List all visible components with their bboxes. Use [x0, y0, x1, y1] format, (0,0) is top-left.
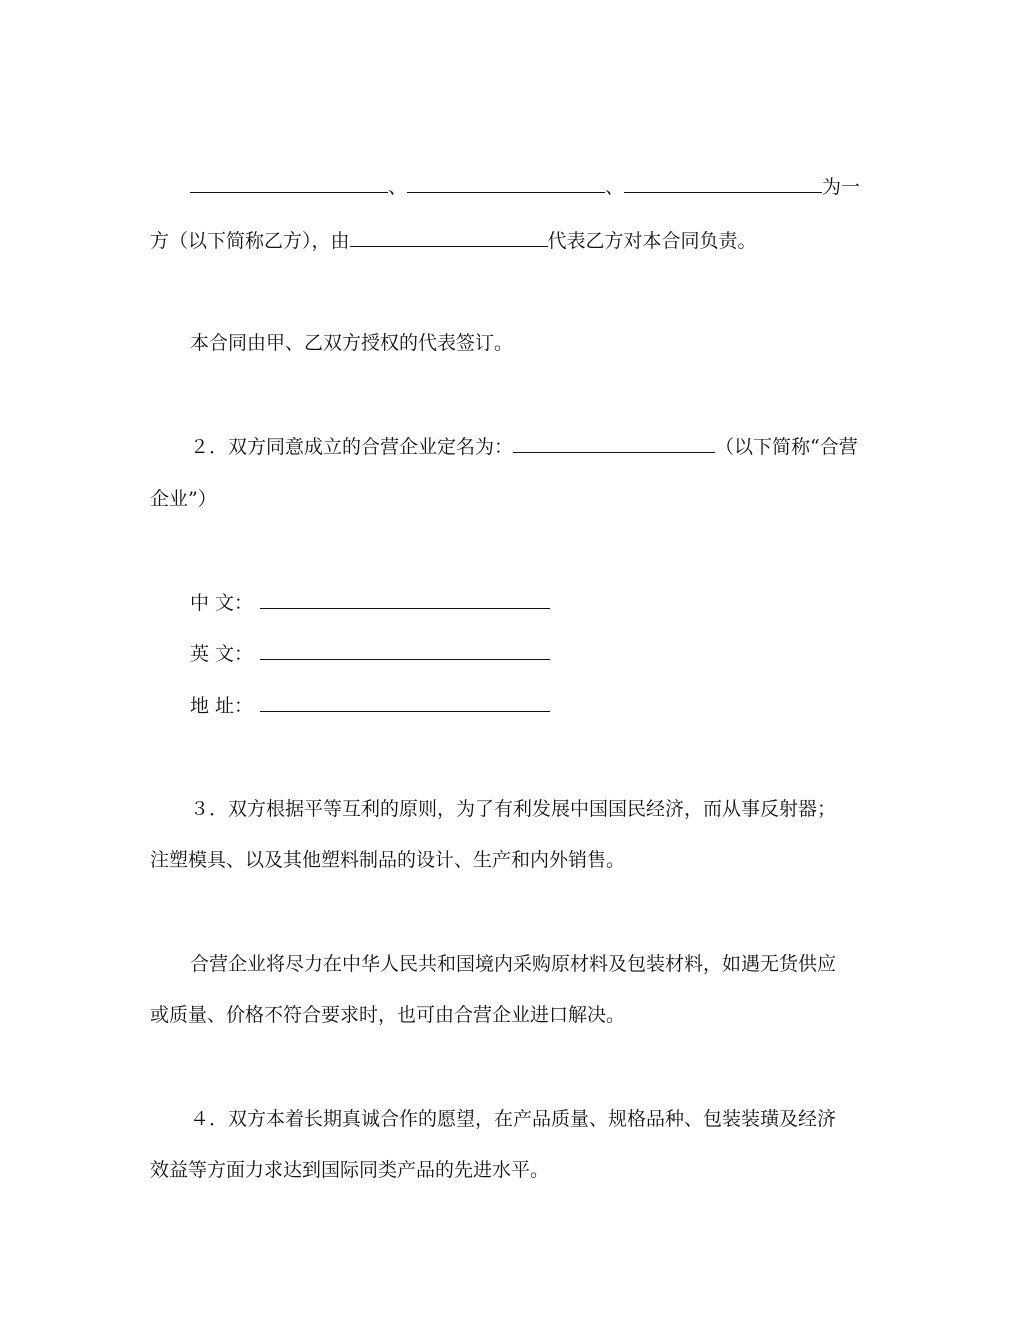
- party-b-line-tail: 为一: [822, 176, 861, 198]
- procurement-line-2: 或质量、价格不符合要求时，也可由合营企业进口解决。: [150, 1004, 626, 1026]
- party-b-names-line: [190, 174, 860, 199]
- party-b-representative-line: [150, 228, 757, 253]
- english-name-blank: [260, 641, 550, 660]
- party-b-text-1: 方（以下简称乙方），由: [150, 230, 350, 252]
- field-english-name: [190, 641, 550, 666]
- signing-paragraph: 本合同由甲、乙双方授权的代表签订。: [190, 332, 514, 354]
- clause-2-line-1: [190, 434, 858, 459]
- party-b-name-blank-2: [407, 174, 605, 193]
- field-chinese-name: [190, 590, 550, 615]
- procurement-line-1: 合营企业将尽力在中华人民共和国境内采购原材料及包装材料，如遇无货供应: [190, 953, 837, 975]
- field-label-english: 英 文：: [190, 643, 254, 665]
- clause-3-line-2: 注塑模具、以及其他塑料制品的设计、生产和内外销售。: [150, 849, 626, 871]
- separator: 、: [388, 176, 408, 198]
- party-b-text-2: 代表乙方对本合同负责。: [547, 230, 757, 252]
- field-address: [190, 693, 550, 718]
- separator: 、: [605, 176, 625, 198]
- field-label-address: 地 址：: [190, 695, 254, 717]
- party-b-name-blank-1: [190, 174, 388, 193]
- clause-2-text-1: ２．双方同意成立的合营企业定名为：: [190, 436, 514, 458]
- clause-3-line-1: ３．双方根据平等互利的原则，为了有利发展中国国民经济，而从事反射器；: [190, 798, 837, 820]
- field-label-chinese: 中 文：: [190, 592, 254, 614]
- joint-venture-name-blank: [513, 434, 715, 453]
- party-b-name-blank-3: [624, 174, 822, 193]
- address-blank: [260, 693, 550, 712]
- clause-4-line-1: ４．双方本着长期真诚合作的愿望，在产品质量、规格品种、包装装璜及经济: [190, 1108, 837, 1130]
- party-b-representative-blank: [350, 228, 548, 247]
- clause-2-line-2: 企业”）: [150, 488, 217, 510]
- clause-4-line-2: 效益等方面力求达到国际同类产品的先进水平。: [150, 1159, 550, 1181]
- chinese-name-blank: [260, 590, 550, 609]
- clause-2-text-2: （以下简称“合营: [715, 436, 858, 458]
